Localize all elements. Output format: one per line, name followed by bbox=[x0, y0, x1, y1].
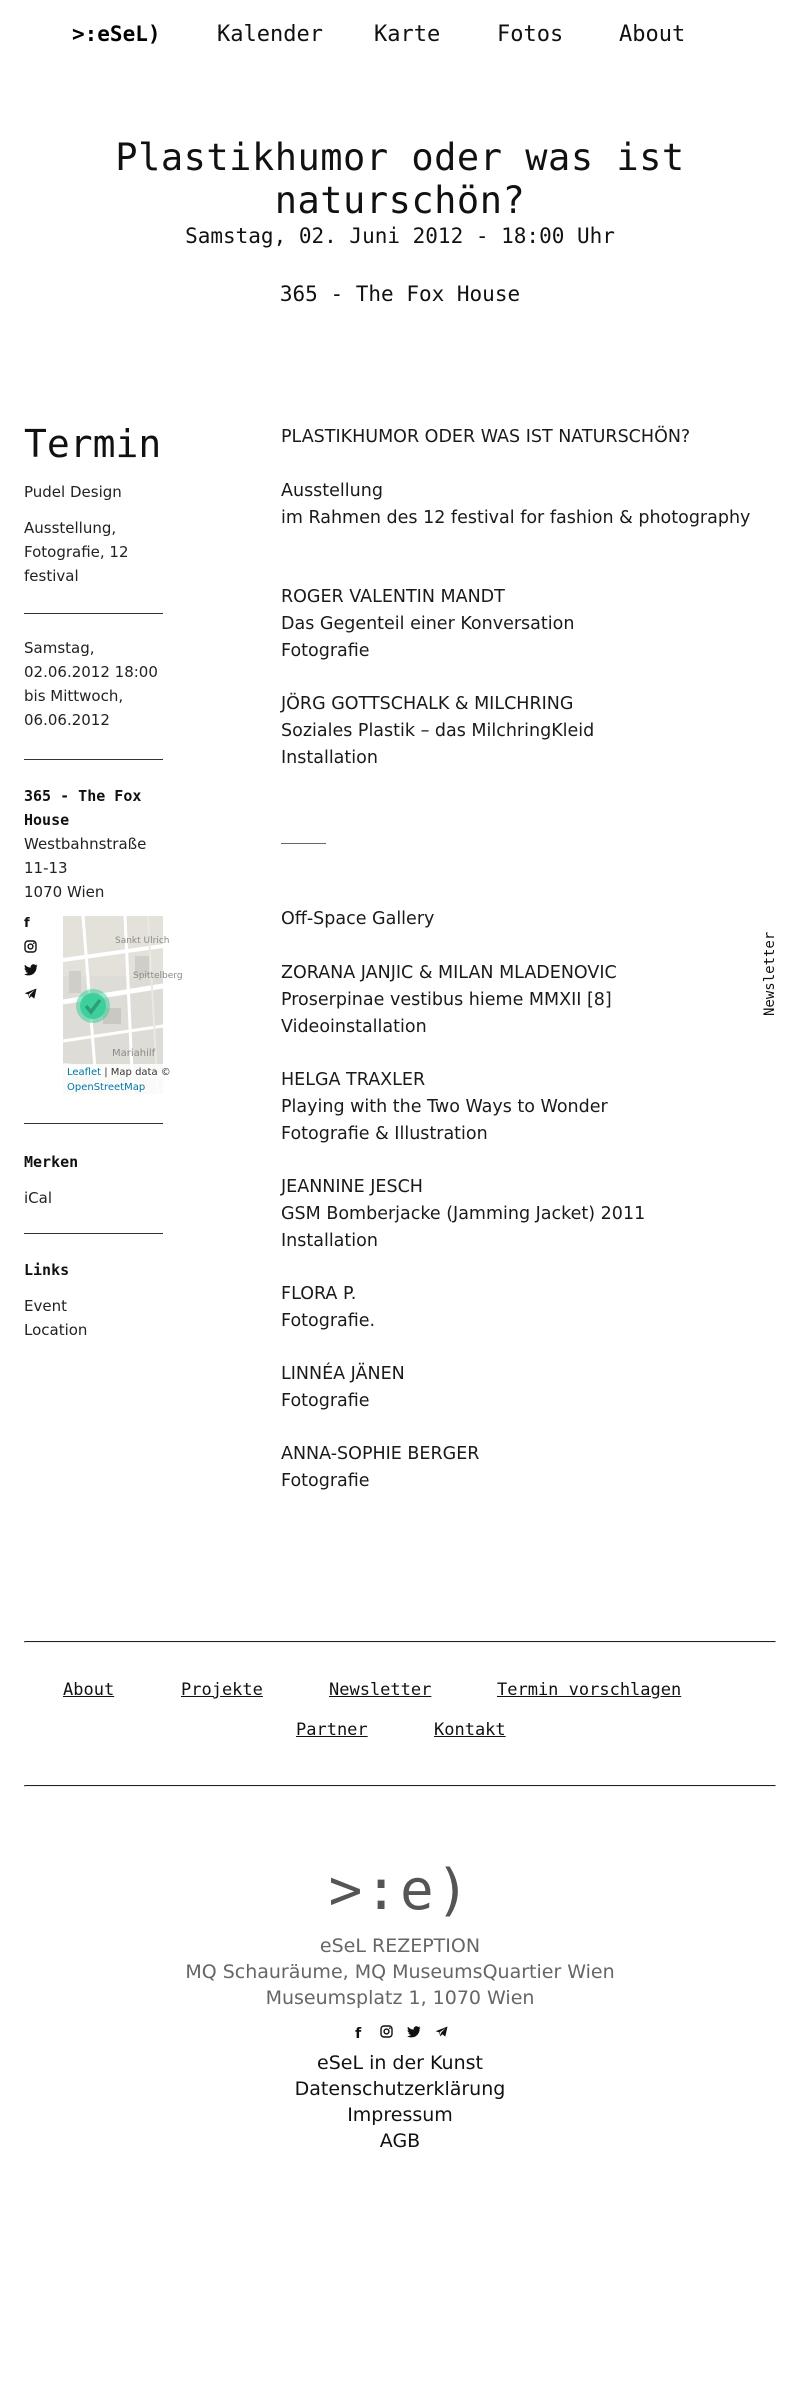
telegram-icon[interactable] bbox=[24, 988, 40, 1012]
event-date: Samstag, 02. Juni 2012 - 18:00 Uhr bbox=[185, 224, 615, 248]
footer-link-termin-vorschlagen[interactable]: Termin vorschlagen bbox=[497, 1680, 682, 1700]
description-line: Installation bbox=[281, 1231, 378, 1251]
footer-divider bbox=[24, 1641, 776, 1643]
description-line: Fotografie bbox=[281, 1391, 370, 1411]
description-line: Fotografie bbox=[281, 1471, 370, 1491]
social-icons bbox=[24, 916, 40, 1012]
description-line: Fotografie & Illustration bbox=[281, 1124, 488, 1144]
description-block bbox=[281, 1281, 761, 1335]
description-line: im Rahmen des 12 festival for fashion & photography bbox=[281, 508, 751, 528]
map-attribution bbox=[67, 1065, 171, 1095]
description-heading-line: Ausstellung bbox=[281, 481, 383, 501]
section-divider bbox=[281, 843, 326, 844]
divider bbox=[24, 613, 163, 614]
osm-link[interactable]: OpenStreetMap bbox=[67, 1082, 146, 1093]
description-heading-line: JEANNINE JESCH bbox=[281, 1177, 423, 1197]
description-heading-line: HELGA TRAXLER bbox=[281, 1070, 426, 1090]
reception-address-1: MQ Schauräume, MQ MuseumsQuartier Wien bbox=[185, 1961, 615, 1983]
ical-link[interactable]: iCal bbox=[24, 1189, 53, 1207]
description-heading-line: FLORA P. bbox=[281, 1284, 357, 1304]
description-line: Installation bbox=[281, 748, 378, 768]
address-street: Westbahnstraße 11-13 bbox=[24, 835, 147, 877]
divider bbox=[24, 1233, 163, 1234]
footer-logo[interactable]: >:e) bbox=[328, 1858, 472, 1923]
newsletter-tab-label: Newsletter bbox=[762, 931, 778, 1016]
footer-divider bbox=[24, 1785, 776, 1787]
description-block bbox=[281, 584, 761, 665]
site-logo[interactable]: >:eSeL) bbox=[72, 22, 161, 46]
nav-karte[interactable]: Karte bbox=[374, 22, 441, 47]
link-location[interactable]: Location bbox=[24, 1321, 88, 1339]
link-event[interactable]: Event bbox=[24, 1297, 67, 1315]
map-label: Spittelberg bbox=[133, 971, 183, 981]
remember-heading: Merken bbox=[24, 1153, 79, 1171]
description-block bbox=[281, 691, 761, 772]
description-block bbox=[281, 1361, 761, 1415]
map-data-text: | Map data © bbox=[104, 1067, 171, 1078]
twitter-icon[interactable] bbox=[402, 2025, 426, 2041]
instagram-icon[interactable] bbox=[24, 940, 40, 964]
description-heading-line: ROGER VALENTIN MANDT bbox=[281, 587, 505, 607]
description-block bbox=[281, 478, 761, 532]
links-heading: Links bbox=[24, 1261, 70, 1279]
description-line: Fotografie bbox=[281, 641, 370, 661]
nav-kalender[interactable]: Kalender bbox=[217, 22, 323, 47]
description-heading-line: ZORANA JANJIC & MILAN MLADENOVIC bbox=[281, 963, 617, 983]
description-block bbox=[281, 960, 761, 1041]
divider bbox=[24, 1123, 163, 1124]
description-line: Das Gegenteil einer Konversation bbox=[281, 614, 575, 634]
organizer[interactable]: Pudel Design bbox=[24, 483, 122, 501]
description-block bbox=[281, 1174, 761, 1255]
description-line: Fotografie. bbox=[281, 1311, 376, 1331]
newsletter-tab[interactable] bbox=[758, 920, 784, 1020]
event-venue[interactable]: 365 - The Fox House bbox=[279, 282, 521, 306]
nav-fotos[interactable]: Fotos bbox=[497, 22, 564, 47]
facebook-icon[interactable]: f bbox=[355, 2026, 362, 2042]
description-block bbox=[281, 1067, 761, 1148]
sidebar-heading: Termin bbox=[24, 422, 162, 466]
address-city: 1070 Wien bbox=[24, 883, 105, 901]
description-heading-line: Off-Space Gallery bbox=[281, 909, 435, 929]
nav-about[interactable]: About bbox=[619, 22, 686, 47]
footer-link-impressum[interactable]: Impressum bbox=[347, 2104, 453, 2126]
description-block bbox=[281, 906, 761, 933]
description-line: Proserpinae vestibus hieme MMXII [8] bbox=[281, 990, 612, 1010]
footer-link-newsletter[interactable]: Newsletter bbox=[329, 1680, 432, 1700]
description-heading-line: LINNÉA JÄNEN bbox=[281, 1364, 405, 1384]
map-label: Sankt Ulrich bbox=[115, 936, 170, 946]
location-map[interactable] bbox=[63, 916, 183, 1094]
date-range: Samstag, 02.06.2012 18:00 bis Mittwoch, 06.06.2012 bbox=[24, 639, 158, 729]
description-line: Playing with the Two Ways to Wonder bbox=[281, 1097, 608, 1117]
description-block bbox=[281, 1441, 761, 1495]
instagram-icon[interactable] bbox=[374, 2025, 398, 2041]
footer-link-datenschutz[interactable]: Datenschutzerklärung bbox=[294, 2078, 506, 2100]
twitter-icon[interactable] bbox=[24, 964, 40, 988]
footer-link-esel-in-der-kunst[interactable]: eSeL in der Kunst bbox=[317, 2052, 483, 2074]
leaflet-link[interactable]: Leaflet bbox=[67, 1067, 102, 1078]
description-heading-line: JÖRG GOTTSCHALK & MILCHRING bbox=[281, 694, 574, 714]
description-heading-line: ANNA-SOPHIE BERGER bbox=[281, 1444, 480, 1464]
map-marker[interactable] bbox=[80, 993, 106, 1019]
event-title: Plastikhumor oder was ist naturschön? bbox=[115, 136, 685, 222]
reception-title: eSeL REZEPTION bbox=[319, 1935, 481, 1957]
footer-link-agb[interactable]: AGB bbox=[379, 2130, 421, 2152]
footer-link-kontakt[interactable]: Kontakt bbox=[434, 1720, 506, 1740]
facebook-icon[interactable]: f bbox=[24, 916, 30, 931]
telegram-icon[interactable] bbox=[430, 2025, 454, 2041]
divider bbox=[24, 759, 163, 760]
description-heading-line: PLASTIKHUMOR ODER WAS IST NATURSCHÖN? bbox=[281, 427, 691, 447]
footer-social-icons bbox=[0, 2025, 800, 2042]
map-label: Mariahilf bbox=[112, 1048, 156, 1059]
reception-address-2: Museumsplatz 1, 1070 Wien bbox=[265, 1987, 535, 2009]
description-line: GSM Bomberjacke (Jamming Jacket) 2011 bbox=[281, 1204, 646, 1224]
description-line: Soziales Plastik – das MilchringKleid bbox=[281, 721, 595, 741]
footer-link-projekte[interactable]: Projekte bbox=[181, 1680, 263, 1700]
top-navigation bbox=[0, 22, 800, 52]
categories[interactable]: Ausstellung, Fotografie, 12 festival bbox=[24, 519, 129, 585]
footer-link-partner[interactable]: Partner bbox=[296, 1720, 368, 1740]
description-line: Videoinstallation bbox=[281, 1017, 427, 1037]
location-name[interactable]: 365 - The Fox House bbox=[24, 787, 142, 829]
footer-link-about[interactable]: About bbox=[63, 1680, 115, 1700]
description-block bbox=[281, 424, 761, 451]
